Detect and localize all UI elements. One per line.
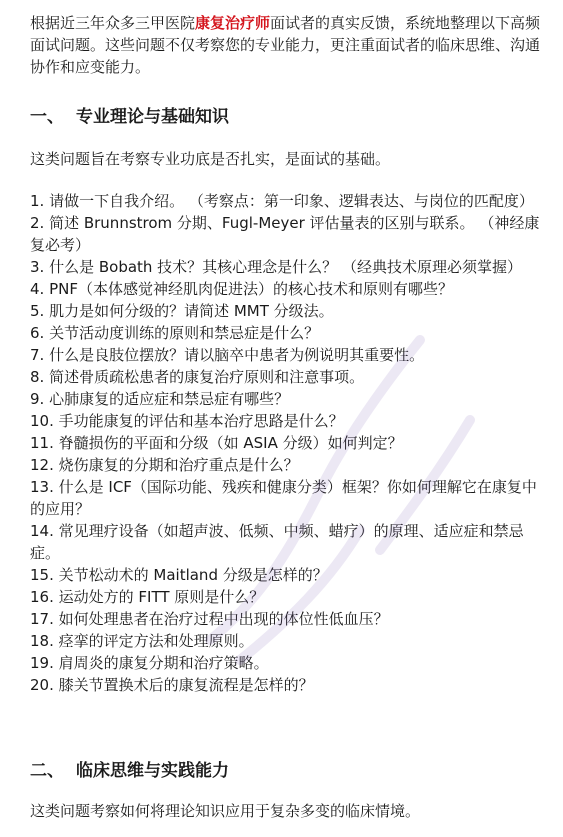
list-item: 10. 手功能康复的评估和基本治疗思路是什么？ bbox=[30, 412, 344, 430]
section-number-2: 二、 bbox=[30, 761, 64, 781]
list-item: 2. 简述 Brunnstrom 分期、Fugl-Meyer 评估量表的区别与联系。 （神经康复必考） bbox=[30, 214, 540, 254]
list-item: 11. 脊髓损伤的平面和分级（如 ASIA 分级）如何判定？ bbox=[30, 434, 403, 452]
intro-pre: 根据近三年众多三甲医院 bbox=[30, 14, 196, 32]
list-item: 20. 膝关节置换术后的康复流程是怎样的？ bbox=[30, 676, 314, 694]
list-item: 9. 心肺康复的适应症和禁忌症有哪些？ bbox=[30, 390, 290, 408]
list-item: 19. 肩周炎的康复分期和治疗策略。 bbox=[30, 654, 269, 672]
list-item: 8. 简述骨质疏松患者的康复治疗原则和注意事项。 bbox=[30, 368, 365, 386]
intro-paragraph bbox=[30, 12, 551, 78]
section-number-1: 一、 bbox=[30, 107, 64, 127]
list-item: 7. 什么是良肢位摆放？请以脑卒中患者为例说明其重要性。 bbox=[30, 346, 425, 364]
section-description-1: 这类问题旨在考察专业功底是否扎实，是面试的基础。 bbox=[30, 150, 391, 168]
section-heading-1 bbox=[30, 106, 229, 128]
section-heading-2 bbox=[30, 760, 229, 782]
section-description-2: 这类问题考察如何将理论知识应用于复杂多变的临床情境。 bbox=[30, 802, 421, 820]
list-item: 16. 运动处方的 FITT 原则是什么？ bbox=[30, 588, 265, 606]
list-item: 3. 什么是 Bobath 技术？其核心理念是什么？ （经典技术原理必须掌握） bbox=[30, 258, 522, 276]
intro-post: 面试者的真实反馈，系统地整理以下高频面试问题。这些问题不仅考察您的专业能力，更注重面试者的临床思维、沟通协作和应变能力。 bbox=[30, 14, 541, 76]
list-item: 14. 常见理疗设备（如超声波、低频、中频、蜡疗）的原理、适应症和禁忌症。 bbox=[30, 522, 524, 562]
intro-highlight: 康复治疗师 bbox=[195, 14, 271, 32]
list-item: 13. 什么是 ICF（国际功能、残疾和健康分类）框架？你如何理解它在康复中的应用？ bbox=[30, 478, 537, 518]
list-item: 12. 烧伤康复的分期和治疗重点是什么？ bbox=[30, 456, 299, 474]
question-list bbox=[30, 190, 551, 696]
list-item: 5. 肌力是如何分级的？请简述 MMT 分级法。 bbox=[30, 302, 334, 320]
list-item: 6. 关节活动度训练的原则和禁忌症是什么？ bbox=[30, 324, 320, 342]
list-item: 18. 痉挛的评定方法和处理原则。 bbox=[30, 632, 254, 650]
list-item: 17. 如何处理患者在治疗过程中出现的体位性低血压？ bbox=[30, 610, 389, 628]
list-item: 1. 请做一下自我介绍。 （考察点：第一印象、逻辑表达、与岗位的匹配度） bbox=[30, 192, 534, 210]
section-title-2: 临床思维与实践能力 bbox=[76, 761, 229, 781]
list-item: 15. 关节松动术的 Maitland 分级是怎样的？ bbox=[30, 566, 328, 584]
section-title-1: 专业理论与基础知识 bbox=[76, 107, 229, 127]
list-item: 4. PNF（本体感觉神经肌肉促进法）的核心技术和原则有哪些？ bbox=[30, 280, 453, 298]
